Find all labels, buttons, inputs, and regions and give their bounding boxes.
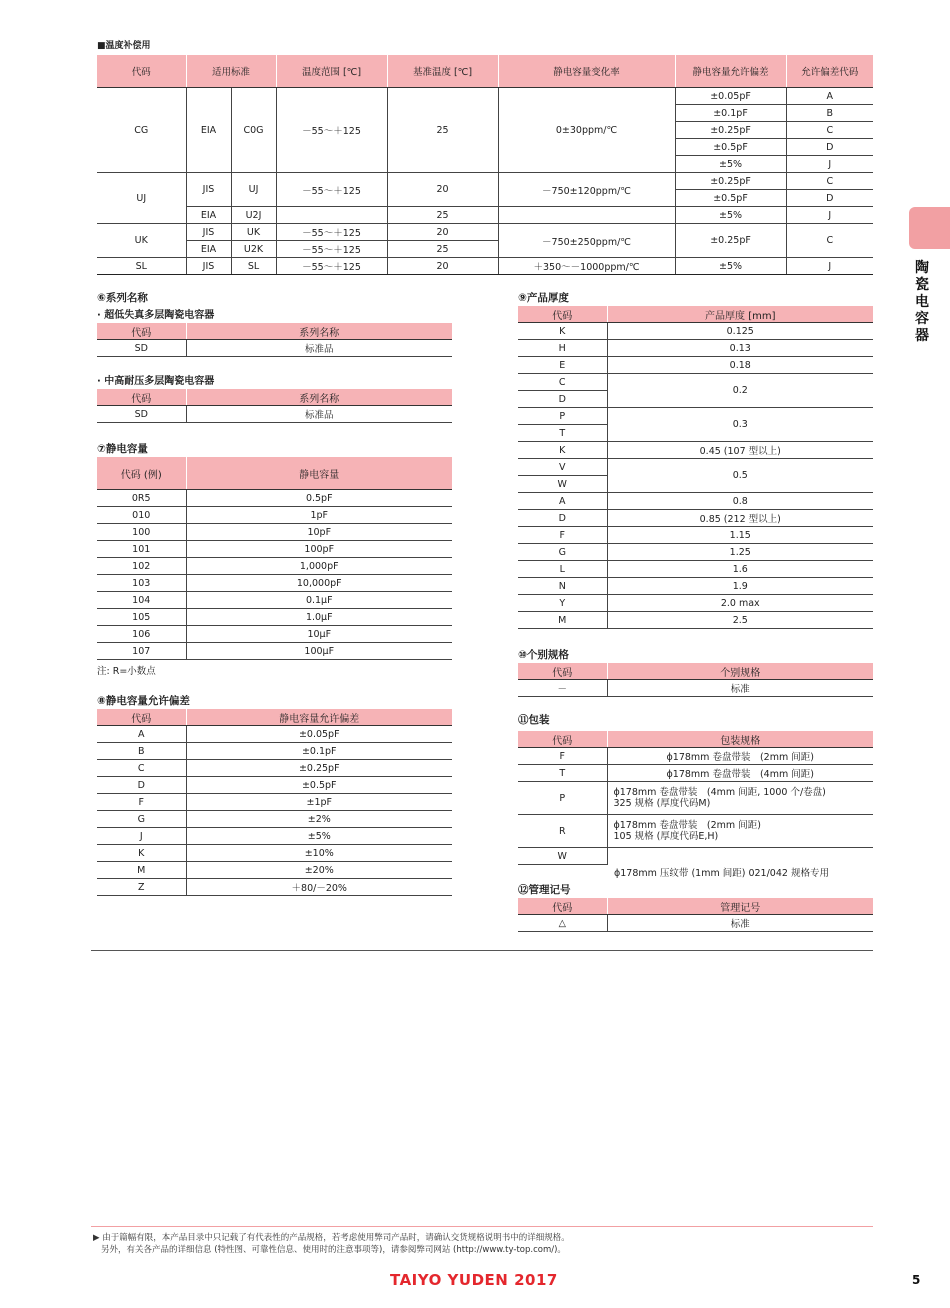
brand-footer: TAIYO YUDEN 2017 <box>390 1271 558 1289</box>
cell-value: 0.5 <box>607 459 873 493</box>
table-row <box>518 459 873 476</box>
cell-value: 2.5 <box>607 612 873 629</box>
cell-std1: JIS <box>186 258 231 275</box>
packaging-line-1: ϕ178mm 卷盘带装 (2mm 间距) <box>613 820 761 831</box>
table-row <box>518 782 873 815</box>
packaging-line-2: 325 规格 (厚度代码M) <box>613 798 711 809</box>
cell-value: ±5% <box>186 828 452 845</box>
temperature-compensation-table <box>97 55 873 275</box>
cell-code: 010 <box>97 507 186 524</box>
cell-code: SD <box>97 406 186 423</box>
cell-value: 10pF <box>186 524 452 541</box>
series-title: ⑥系列名称 <box>97 292 148 304</box>
packaging-line-2: 105 规格 (厚度代码E,H) <box>613 831 719 842</box>
cell-tcode: J <box>786 207 873 224</box>
table-row <box>518 612 873 629</box>
col-header-code: 代码 <box>518 731 607 748</box>
cell-code: T <box>518 765 607 782</box>
cell-tol: ±5% <box>675 207 786 224</box>
cell-ref: 25 <box>387 241 498 258</box>
cell-name: 标准品 <box>186 406 452 423</box>
table-row <box>97 862 452 879</box>
cell-range: －55～＋125 <box>276 173 387 207</box>
col-header-capacitance: 静电容量 <box>186 457 452 490</box>
cell-tcode: C <box>786 173 873 190</box>
management-table <box>518 898 873 932</box>
cell-ref: 20 <box>387 173 498 207</box>
cell-tcode: J <box>786 258 873 275</box>
cell-value: 0.85 (212 型以上) <box>607 510 873 527</box>
col-header-tolerance: 静电容量允许偏差 <box>675 55 786 88</box>
temp-section-title: ■温度补偿用 <box>97 41 151 51</box>
cell-std1: EIA <box>186 241 231 258</box>
cell-code: D <box>518 391 607 408</box>
cell-tcode: C <box>786 224 873 258</box>
cell-value: 100pF <box>186 541 452 558</box>
cell-value: 0.18 <box>607 357 873 374</box>
cell-value: ±0.1pF <box>186 743 452 760</box>
col-header-code: 代码 <box>518 898 607 915</box>
cell-range <box>276 207 387 224</box>
cell-value: 0.8 <box>607 493 873 510</box>
table-row <box>97 845 452 862</box>
cell-code: SL <box>97 258 186 275</box>
cell-code: 106 <box>97 626 186 643</box>
cell-tol: ±0.25pF <box>675 122 786 139</box>
cell-tcode: D <box>786 190 873 207</box>
page-number: 5 <box>912 1273 921 1287</box>
col-header-standard: 适用标准 <box>186 55 276 88</box>
cell-tol: ±0.25pF <box>675 173 786 190</box>
cell-code: 101 <box>97 541 186 558</box>
individual-table <box>518 663 873 697</box>
cell-value: 1.25 <box>607 544 873 561</box>
cell-code: G <box>518 544 607 561</box>
cell-std2: U2J <box>231 207 276 224</box>
cell-value: ±10% <box>186 845 452 862</box>
section-side-tab <box>909 207 950 249</box>
col-header-code: 代码 <box>97 709 186 726</box>
table-row <box>518 595 873 612</box>
cell-value: 标准 <box>607 680 873 697</box>
cell-value: 1pF <box>186 507 452 524</box>
cell-std2: C0G <box>231 88 276 173</box>
packaging-table <box>518 731 873 865</box>
cell-tcode: B <box>786 105 873 122</box>
capacitance-title: ⑦静电容量 <box>97 443 148 455</box>
table-row <box>97 88 873 105</box>
cell-value: 10μF <box>186 626 452 643</box>
cell-code: K <box>518 323 607 340</box>
tolerance-table <box>97 709 452 896</box>
cell-value-empty <box>607 848 873 865</box>
cell-value: ±0.25pF <box>186 760 452 777</box>
cell-code: R <box>518 815 607 848</box>
cell-code: 104 <box>97 592 186 609</box>
cell-value: 0.5pF <box>186 490 452 507</box>
cell-tol: ±0.25pF <box>675 224 786 258</box>
cell-value: 1.9 <box>607 578 873 595</box>
cell-code: A <box>518 493 607 510</box>
cell-code: B <box>97 743 186 760</box>
packaging-w-note: ϕ178mm 压纹带 (1mm 间距) 021/042 规格专用 <box>614 868 829 879</box>
cell-code: 0R5 <box>97 490 186 507</box>
cell-value: ±0.05pF <box>186 726 452 743</box>
table-row <box>518 561 873 578</box>
table-row <box>518 748 873 765</box>
cell-value: ±0.5pF <box>186 777 452 794</box>
col-header-ref-temp: 基准温度 [℃] <box>387 55 498 88</box>
cell-value: 0.1μF <box>186 592 452 609</box>
col-header-code: 代码 (例) <box>97 457 186 490</box>
table-row <box>518 340 873 357</box>
packaging-title: ⑪包装 <box>518 714 550 726</box>
cell-code: F <box>97 794 186 811</box>
cell-std1: EIA <box>186 88 231 173</box>
col-header-code: 代码 <box>97 55 186 88</box>
series-table-2 <box>97 389 452 423</box>
table-row <box>97 879 452 896</box>
col-header-tolerance: 静电容量允许偏差 <box>186 709 452 726</box>
cell-value: ±2% <box>186 811 452 828</box>
series-subtitle-1: · 超低失真多层陶瓷电容器 <box>97 310 215 321</box>
cell-value: 1.15 <box>607 527 873 544</box>
cell-range: －55～＋125 <box>276 224 387 241</box>
cell-code: K <box>518 442 607 459</box>
table-row <box>97 643 452 660</box>
col-header-code: 代码 <box>518 306 607 323</box>
individual-title: ⑩个别规格 <box>518 649 569 661</box>
table-row <box>518 815 873 848</box>
series-table-1 <box>97 323 452 357</box>
cell-tcode: D <box>786 139 873 156</box>
cell-range: －55～＋125 <box>276 258 387 275</box>
table-row <box>97 524 452 541</box>
cell-code: D <box>518 510 607 527</box>
table-row <box>97 743 452 760</box>
cell-code: － <box>518 680 607 697</box>
cell-code: C <box>518 374 607 391</box>
cell-value: 100μF <box>186 643 452 660</box>
cell-code: W <box>518 476 607 493</box>
col-header-tolerance-code: 允许偏差代码 <box>786 55 873 88</box>
cell-value: 标准 <box>607 915 873 932</box>
section-side-label: 陶瓷电容器 <box>915 260 929 344</box>
cell-code: P <box>518 408 607 425</box>
thickness-title: ⑨产品厚度 <box>518 292 569 304</box>
cell-value: 1,000pF <box>186 558 452 575</box>
col-header-code: 代码 <box>97 389 186 406</box>
col-header-series-name: 系列名称 <box>186 323 452 340</box>
col-header-thickness: 产品厚度 [mm] <box>607 306 873 323</box>
cell-code: G <box>97 811 186 828</box>
table-row <box>518 680 873 697</box>
col-header-code: 代码 <box>97 323 186 340</box>
table-row <box>97 340 452 357</box>
table-header-row <box>97 55 873 88</box>
cell-value: 0.2 <box>607 374 873 408</box>
table-row <box>518 915 873 932</box>
cell-code: 100 <box>97 524 186 541</box>
cell-value: 0.125 <box>607 323 873 340</box>
footnote-line-2: 另外，有关各产品的详细信息 (特性图、可靠性信息、使用时的注意事项等)，请参阅弊司网站 (http://www.ty-top.com/)。 <box>101 1245 566 1255</box>
cell-value: ±20% <box>186 862 452 879</box>
cell-code: E <box>518 357 607 374</box>
capacitance-note: 注: R=小数点 <box>97 666 156 677</box>
table-row <box>97 558 452 575</box>
cell-rate: －750±250ppm/℃ <box>498 224 675 258</box>
cell-code: A <box>97 726 186 743</box>
cell-tcode: C <box>786 122 873 139</box>
cell-code: Y <box>518 595 607 612</box>
cell-code: L <box>518 561 607 578</box>
cell-code: V <box>518 459 607 476</box>
table-row <box>518 527 873 544</box>
table-row <box>518 578 873 595</box>
table-row <box>97 406 452 423</box>
table-row <box>97 592 452 609</box>
cell-std1: JIS <box>186 224 231 241</box>
col-header-change-rate: 静电容量变化率 <box>498 55 675 88</box>
cell-code: M <box>97 862 186 879</box>
table-row <box>518 765 873 782</box>
cell-code: N <box>518 578 607 595</box>
col-header-series-name: 系列名称 <box>186 389 452 406</box>
table-row <box>97 760 452 777</box>
footnote-line-1: ▶ 由于篇幅有限，本产品目录中只记载了有代表性的产品规格，若考虑使用弊司产品时，请确认交货规格说明书中的详细规格。 <box>93 1233 570 1243</box>
table-row <box>97 490 452 507</box>
cell-value: 10,000pF <box>186 575 452 592</box>
table-row <box>97 811 452 828</box>
content-divider <box>91 950 873 951</box>
table-row <box>97 626 452 643</box>
cell-range: －55～＋125 <box>276 88 387 173</box>
cell-value: ϕ178mm 卷盘带装 (4mm 间距) <box>607 765 873 782</box>
cell-tol: ±0.5pF <box>675 139 786 156</box>
cell-code: M <box>518 612 607 629</box>
cell-value: 2.0 max <box>607 595 873 612</box>
packaging-line-1: ϕ178mm 卷盘带装 (4mm 间距, 1000 个/卷盘) <box>613 787 826 798</box>
cell-code: UJ <box>97 173 186 224</box>
cell-code: 107 <box>97 643 186 660</box>
table-row <box>97 173 873 190</box>
cell-value: 0.13 <box>607 340 873 357</box>
capacitance-table <box>97 457 452 660</box>
footnote <box>93 1232 570 1256</box>
table-row <box>518 442 873 459</box>
table-row <box>518 510 873 527</box>
cell-code: Z <box>97 879 186 896</box>
cell-code: SD <box>97 340 186 357</box>
cell-code: K <box>97 845 186 862</box>
cell-std1: EIA <box>186 207 231 224</box>
cell-value <box>607 815 873 848</box>
cell-std2: SL <box>231 258 276 275</box>
table-row <box>518 493 873 510</box>
table-row <box>97 777 452 794</box>
cell-ref: 20 <box>387 258 498 275</box>
cell-code: C <box>97 760 186 777</box>
cell-rate: 0±30ppm/℃ <box>498 88 675 173</box>
cell-value: ＋80/－20% <box>186 879 452 896</box>
table-row <box>97 575 452 592</box>
cell-value <box>607 782 873 815</box>
col-header-temp-range: 温度范围 [℃] <box>276 55 387 88</box>
cell-value: 1.6 <box>607 561 873 578</box>
table-row <box>97 828 452 845</box>
cell-std2: U2K <box>231 241 276 258</box>
cell-range: －55～＋125 <box>276 241 387 258</box>
table-row <box>97 726 452 743</box>
table-row <box>518 357 873 374</box>
cell-value: 1.0μF <box>186 609 452 626</box>
cell-code: W <box>518 848 607 865</box>
cell-code: CG <box>97 88 186 173</box>
cell-std2: UJ <box>231 173 276 207</box>
cell-code: UK <box>97 224 186 258</box>
cell-code: F <box>518 527 607 544</box>
thickness-table <box>518 306 873 629</box>
series-subtitle-2: · 中高耐压多层陶瓷电容器 <box>97 376 215 387</box>
management-title: ⑫管理记号 <box>518 884 571 896</box>
cell-std2: UK <box>231 224 276 241</box>
cell-tol: ±0.05pF <box>675 88 786 105</box>
cell-code: 102 <box>97 558 186 575</box>
col-header-management: 管理记号 <box>607 898 873 915</box>
cell-code: D <box>97 777 186 794</box>
cell-value: 0.45 (107 型以上) <box>607 442 873 459</box>
cell-code: △ <box>518 915 607 932</box>
table-row <box>518 544 873 561</box>
col-header-individual: 个别规格 <box>607 663 873 680</box>
cell-value: 0.3 <box>607 408 873 442</box>
cell-tol: ±5% <box>675 156 786 173</box>
cell-code: T <box>518 425 607 442</box>
table-row <box>518 374 873 391</box>
cell-tcode: A <box>786 88 873 105</box>
table-row <box>518 848 873 865</box>
col-header-code: 代码 <box>518 663 607 680</box>
cell-ref: 25 <box>387 88 498 173</box>
cell-ref: 20 <box>387 224 498 241</box>
cell-value: ϕ178mm 卷盘带装 (2mm 间距) <box>607 748 873 765</box>
cell-tol: ±0.5pF <box>675 190 786 207</box>
cell-rate: ＋350～－1000ppm/℃ <box>498 258 675 275</box>
table-row <box>518 408 873 425</box>
cell-code: H <box>518 340 607 357</box>
cell-code: P <box>518 782 607 815</box>
table-row <box>97 224 873 241</box>
cell-std1: JIS <box>186 173 231 207</box>
cell-tol: ±0.1pF <box>675 105 786 122</box>
table-row <box>97 258 873 275</box>
cell-code: 105 <box>97 609 186 626</box>
table-row <box>518 323 873 340</box>
footer-divider <box>91 1226 873 1227</box>
table-row <box>97 541 452 558</box>
table-row <box>97 207 873 224</box>
cell-code: F <box>518 748 607 765</box>
cell-ref: 25 <box>387 207 498 224</box>
cell-code: J <box>97 828 186 845</box>
cell-name: 标准品 <box>186 340 452 357</box>
cell-tcode: J <box>786 156 873 173</box>
cell-rate <box>498 207 675 224</box>
cell-code: 103 <box>97 575 186 592</box>
cell-value: ±1pF <box>186 794 452 811</box>
cell-tol: ±5% <box>675 258 786 275</box>
table-row <box>97 794 452 811</box>
col-header-packaging: 包装规格 <box>607 731 873 748</box>
table-row <box>97 609 452 626</box>
tolerance-title: ⑧静电容量允许偏差 <box>97 695 190 707</box>
table-row <box>97 507 452 524</box>
cell-rate: －750±120ppm/℃ <box>498 173 675 207</box>
